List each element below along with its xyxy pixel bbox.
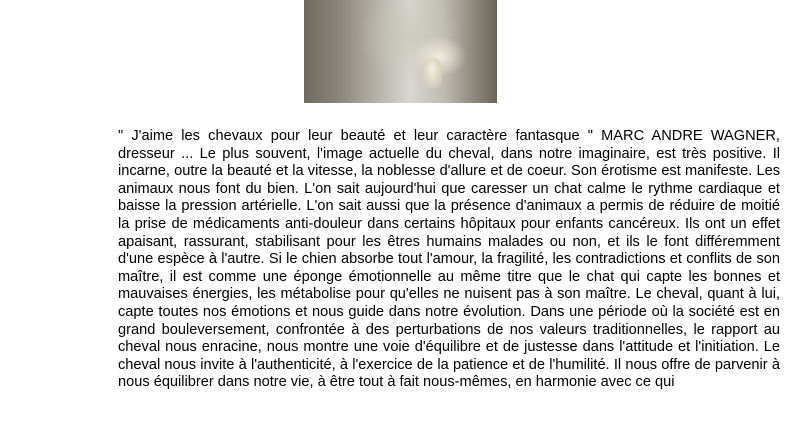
article-photo [304, 0, 497, 103]
article-paragraph: " J'aime les chevaux pour leur beauté et leur caractère fantasque " MARC ANDRE WAGNER, dresseur ... Le plus souvent, l'image actuelle du cheval, dans notre imaginaire, est très positive. Il incarne, outre la beauté et la vitesse, la noblesse d'allure et de coeur. Son érotisme est manifeste. Les animaux nous font du bien. L'on sait aujourd'hui que caresser un chat calme le rythme cardiaque et baisse la pression artérielle. L'on sait aussi que la présence d'animaux a permis de réduire de moitié la prise de médicaments anti-douleur dans certains hôpitaux pour enfants cancéreux. Ils ont un effet apaisant, rassurant, stabilisant pour les êtres humains malades ou non, et ils le font différemment d'une espèce à l'autre. Si le chien absorbe tout l'amour, la fragilité, les contradictions et conflits de son maître, il est comme une éponge émotionnelle au même titre que le chat qui capte les bonnes et mauvaises énergies, les métabolise pour qu'elles ne nuisent pas à son maître. Le cheval, quant à lui, capte toutes nos émotions et nous guide dans notre évolution. Dans une période où la société est en grand bouleversement, confrontée à des perturbations de nos valeurs traditionnelles, le rapport au cheval nous enracine, nous montre une voie d'équilibre et de justesse dans l'attitude et l'initiation. Le cheval nous invite à l'authenticité, à l'exercice de la patience et de l'humilité. Il nous offre de parvenir à nous équilibrer dans notre vie, à être tout à fait nous-mêmes, en harmonie avec ce qui [118, 128, 780, 391]
photo-highlight [422, 58, 442, 88]
